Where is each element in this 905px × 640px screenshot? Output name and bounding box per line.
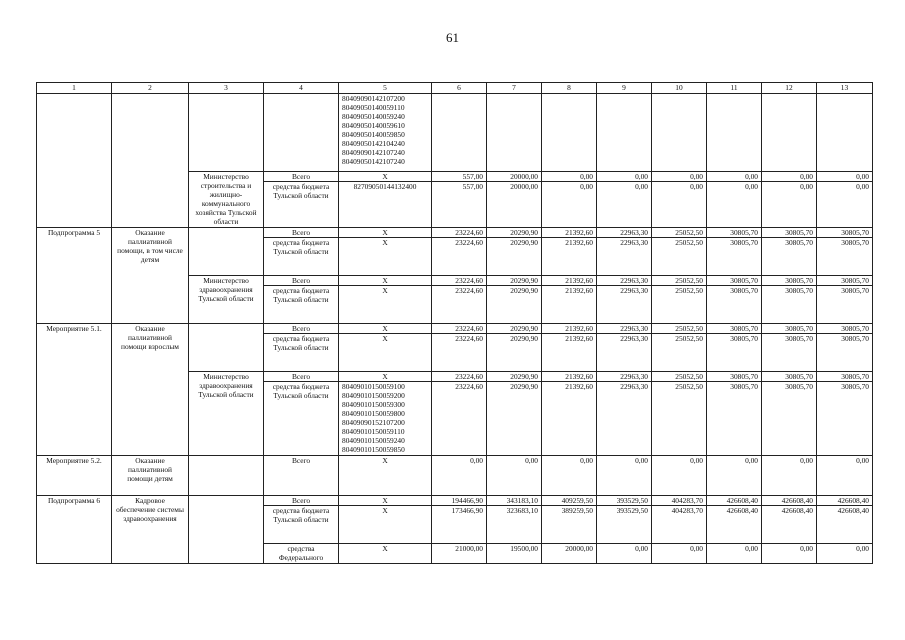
program-name-cell: [112, 94, 189, 228]
value-cell: 20290,90: [487, 324, 542, 334]
value-cell: 23224,60: [432, 276, 487, 286]
value-cell: 21392,60: [542, 228, 597, 238]
value-cell: 426608,40: [762, 506, 817, 544]
kbk-cell: 80409010150059100 80409010150059200 80409010150059300 80409010150059800 80409090152107200 80409010150059110 80409010150059240 80409010150059850: [339, 382, 432, 456]
value-cell: 30805,70: [762, 334, 817, 372]
value-cell: 20000,00: [542, 544, 597, 564]
column-header: 1: [37, 83, 112, 94]
value-cell: 0,00: [542, 456, 597, 496]
value-cell: 22963,30: [597, 286, 652, 324]
value-cell: 0,00: [707, 544, 762, 564]
value-cell: 21392,60: [542, 382, 597, 456]
value-cell: 22963,30: [597, 228, 652, 238]
value-cell: 22963,30: [597, 334, 652, 372]
value-cell: 19500,00: [487, 544, 542, 564]
program-cell: Подпрограмма 5: [37, 228, 112, 324]
value-cell: 25052,50: [652, 228, 707, 238]
column-header: 6: [432, 83, 487, 94]
table-row: [37, 94, 873, 172]
source-cell: средства бюджета Тульской области: [264, 238, 339, 276]
kbk-cell: X: [339, 456, 432, 496]
value-cell: 30805,70: [707, 324, 762, 334]
kbk-cell: X: [339, 286, 432, 324]
kbk-cell: X: [339, 496, 432, 506]
value-cell: 30805,70: [707, 228, 762, 238]
value-cell: 30805,70: [762, 286, 817, 324]
value-cell: 25052,50: [652, 382, 707, 456]
value-cell: 404283,70: [652, 506, 707, 544]
value-cell: 0,00: [542, 182, 597, 228]
value-cell: 23224,60: [432, 372, 487, 382]
value-cell: 426608,40: [762, 496, 817, 506]
source-cell: средства бюджета Тульской области: [264, 506, 339, 544]
value-cell: 21392,60: [542, 276, 597, 286]
executor-cell: [189, 94, 264, 172]
column-header: 4: [264, 83, 339, 94]
column-header: 2: [112, 83, 189, 94]
source-cell: Всего: [264, 456, 339, 496]
executor-cell: [189, 496, 264, 564]
value-cell: 0,00: [432, 456, 487, 496]
value-cell: 30805,70: [817, 286, 873, 324]
table-row: [37, 228, 873, 238]
program-cell: Мероприятие 5.1.: [37, 324, 112, 456]
value-cell: [542, 94, 597, 172]
value-cell: 21392,60: [542, 238, 597, 276]
value-cell: 30805,70: [817, 238, 873, 276]
value-cell: 25052,50: [652, 238, 707, 276]
value-cell: 20290,90: [487, 382, 542, 456]
value-cell: 25052,50: [652, 276, 707, 286]
value-cell: 0,00: [542, 172, 597, 182]
column-header: 8: [542, 83, 597, 94]
kbk-cell: X: [339, 324, 432, 334]
value-cell: 23224,60: [432, 324, 487, 334]
value-cell: 30805,70: [817, 276, 873, 286]
value-cell: 20290,90: [487, 372, 542, 382]
value-cell: 0,00: [817, 544, 873, 564]
value-cell: 25052,50: [652, 372, 707, 382]
value-cell: 30805,70: [707, 276, 762, 286]
value-cell: 30805,70: [707, 238, 762, 276]
value-cell: 23224,60: [432, 238, 487, 276]
value-cell: 0,00: [762, 456, 817, 496]
value-cell: 21392,60: [542, 324, 597, 334]
kbk-cell: X: [339, 372, 432, 382]
value-cell: 30805,70: [762, 324, 817, 334]
source-cell: Всего: [264, 172, 339, 182]
column-header: 13: [817, 83, 873, 94]
value-cell: 25052,50: [652, 334, 707, 372]
value-cell: 393529,50: [597, 496, 652, 506]
program-cell: Подпрограмма 6: [37, 496, 112, 564]
program-cell: Мероприятие 5.2.: [37, 456, 112, 496]
value-cell: 30805,70: [817, 228, 873, 238]
value-cell: 0,00: [597, 172, 652, 182]
value-cell: 25052,50: [652, 324, 707, 334]
value-cell: 22963,30: [597, 382, 652, 456]
value-cell: 30805,70: [817, 334, 873, 372]
executor-cell: [189, 228, 264, 276]
kbk-cell: X: [339, 238, 432, 276]
value-cell: 20290,90: [487, 238, 542, 276]
value-cell: [652, 94, 707, 172]
value-cell: 23224,60: [432, 382, 487, 456]
value-cell: 30805,70: [707, 286, 762, 324]
program-name-cell: Оказание паллиативной помощи детям: [112, 456, 189, 496]
value-cell: 557,00: [432, 182, 487, 228]
value-cell: 0,00: [597, 544, 652, 564]
executor-cell: [189, 456, 264, 496]
value-cell: 22963,30: [597, 324, 652, 334]
value-cell: 20290,90: [487, 228, 542, 238]
value-cell: 20000,00: [487, 182, 542, 228]
value-cell: 0,00: [652, 544, 707, 564]
value-cell: 557,00: [432, 172, 487, 182]
value-cell: 0,00: [707, 172, 762, 182]
value-cell: 0,00: [652, 182, 707, 228]
program-name-cell: Оказание паллиативной помощи взрослым: [112, 324, 189, 456]
value-cell: 409259,50: [542, 496, 597, 506]
column-header: 3: [189, 83, 264, 94]
source-cell: средства Федерального: [264, 544, 339, 564]
value-cell: [707, 94, 762, 172]
value-cell: 30805,70: [707, 382, 762, 456]
value-cell: 25052,50: [652, 286, 707, 324]
kbk-cell: 82709050144132400: [339, 182, 432, 228]
value-cell: 30805,70: [707, 372, 762, 382]
value-cell: 0,00: [762, 182, 817, 228]
value-cell: 0,00: [652, 172, 707, 182]
value-cell: 426608,40: [707, 506, 762, 544]
value-cell: 21392,60: [542, 286, 597, 324]
value-cell: 30805,70: [817, 372, 873, 382]
value-cell: 404283,70: [652, 496, 707, 506]
source-cell: средства бюджета Тульской области: [264, 286, 339, 324]
value-cell: 0,00: [762, 172, 817, 182]
header-row: [37, 83, 873, 94]
table-row: [37, 456, 873, 496]
value-cell: 23224,60: [432, 286, 487, 324]
kbk-cell: 80409090142107200 80409050140059110 80409050140059240 80409050140059610 80409050140059850 80409050142104240 80409090142107240 80409050142107240: [339, 94, 432, 172]
column-header: 7: [487, 83, 542, 94]
column-header: 5: [339, 83, 432, 94]
table-row: [37, 324, 873, 334]
value-cell: 0,00: [707, 182, 762, 228]
value-cell: 173466,90: [432, 506, 487, 544]
source-cell: средства бюджета Тульской области: [264, 182, 339, 228]
value-cell: [487, 94, 542, 172]
program-name-cell: Оказание паллиативной помощи, в том числе детям: [112, 228, 189, 324]
value-cell: 0,00: [652, 456, 707, 496]
executor-cell: Министерство строительства и жилищно-коммунального хозяйства Тульской области: [189, 172, 264, 228]
executor-cell: Министерство здравоохранения Тульской области: [189, 276, 264, 324]
source-cell: средства бюджета Тульской области: [264, 334, 339, 372]
program-cell: [37, 94, 112, 228]
value-cell: 0,00: [597, 456, 652, 496]
value-cell: 194466,90: [432, 496, 487, 506]
kbk-cell: X: [339, 506, 432, 544]
value-cell: 0,00: [487, 456, 542, 496]
value-cell: 30805,70: [817, 324, 873, 334]
value-cell: 0,00: [762, 544, 817, 564]
executor-cell: Министерство здравоохранения Тульской области: [189, 372, 264, 456]
source-cell: средства бюджета Тульской области: [264, 382, 339, 456]
value-cell: 393529,50: [597, 506, 652, 544]
kbk-cell: X: [339, 228, 432, 238]
kbk-cell: X: [339, 544, 432, 564]
value-cell: 323683,10: [487, 506, 542, 544]
value-cell: 23224,60: [432, 228, 487, 238]
value-cell: 0,00: [597, 182, 652, 228]
value-cell: 23224,60: [432, 334, 487, 372]
page-number: 61: [446, 30, 459, 45]
value-cell: 30805,70: [762, 276, 817, 286]
value-cell: 20000,00: [487, 172, 542, 182]
source-cell: Всего: [264, 276, 339, 286]
value-cell: 0,00: [817, 456, 873, 496]
kbk-cell: X: [339, 334, 432, 372]
value-cell: 20290,90: [487, 286, 542, 324]
source-cell: Всего: [264, 496, 339, 506]
executor-cell: [189, 324, 264, 372]
value-cell: 0,00: [707, 456, 762, 496]
column-header: 10: [652, 83, 707, 94]
table-row: [37, 496, 873, 506]
value-cell: 30805,70: [762, 382, 817, 456]
value-cell: 20290,90: [487, 334, 542, 372]
value-cell: 30805,70: [762, 372, 817, 382]
kbk-cell: X: [339, 172, 432, 182]
source-cell: Всего: [264, 372, 339, 382]
value-cell: 426608,40: [817, 506, 873, 544]
value-cell: 426608,40: [817, 496, 873, 506]
budget-table: [36, 82, 873, 564]
value-cell: 30805,70: [762, 228, 817, 238]
value-cell: 22963,30: [597, 372, 652, 382]
program-name-cell: Кадровое обеспечение системы здравоохранения: [112, 496, 189, 564]
value-cell: 30805,70: [762, 238, 817, 276]
value-cell: [817, 94, 873, 172]
value-cell: 30805,70: [817, 382, 873, 456]
value-cell: 22963,30: [597, 276, 652, 286]
column-header: 9: [597, 83, 652, 94]
value-cell: 20290,90: [487, 276, 542, 286]
value-cell: 426608,40: [707, 496, 762, 506]
source-cell: Всего: [264, 324, 339, 334]
value-cell: [432, 94, 487, 172]
source-cell: Всего: [264, 228, 339, 238]
column-header: 11: [707, 83, 762, 94]
value-cell: 21000,00: [432, 544, 487, 564]
value-cell: [597, 94, 652, 172]
value-cell: 0,00: [817, 182, 873, 228]
value-cell: 22963,30: [597, 238, 652, 276]
source-cell: [264, 94, 339, 172]
column-header: 12: [762, 83, 817, 94]
kbk-cell: X: [339, 276, 432, 286]
value-cell: 389259,50: [542, 506, 597, 544]
value-cell: 343183,10: [487, 496, 542, 506]
value-cell: 30805,70: [707, 334, 762, 372]
value-cell: 21392,60: [542, 372, 597, 382]
value-cell: [762, 94, 817, 172]
value-cell: 21392,60: [542, 334, 597, 372]
value-cell: 0,00: [817, 172, 873, 182]
